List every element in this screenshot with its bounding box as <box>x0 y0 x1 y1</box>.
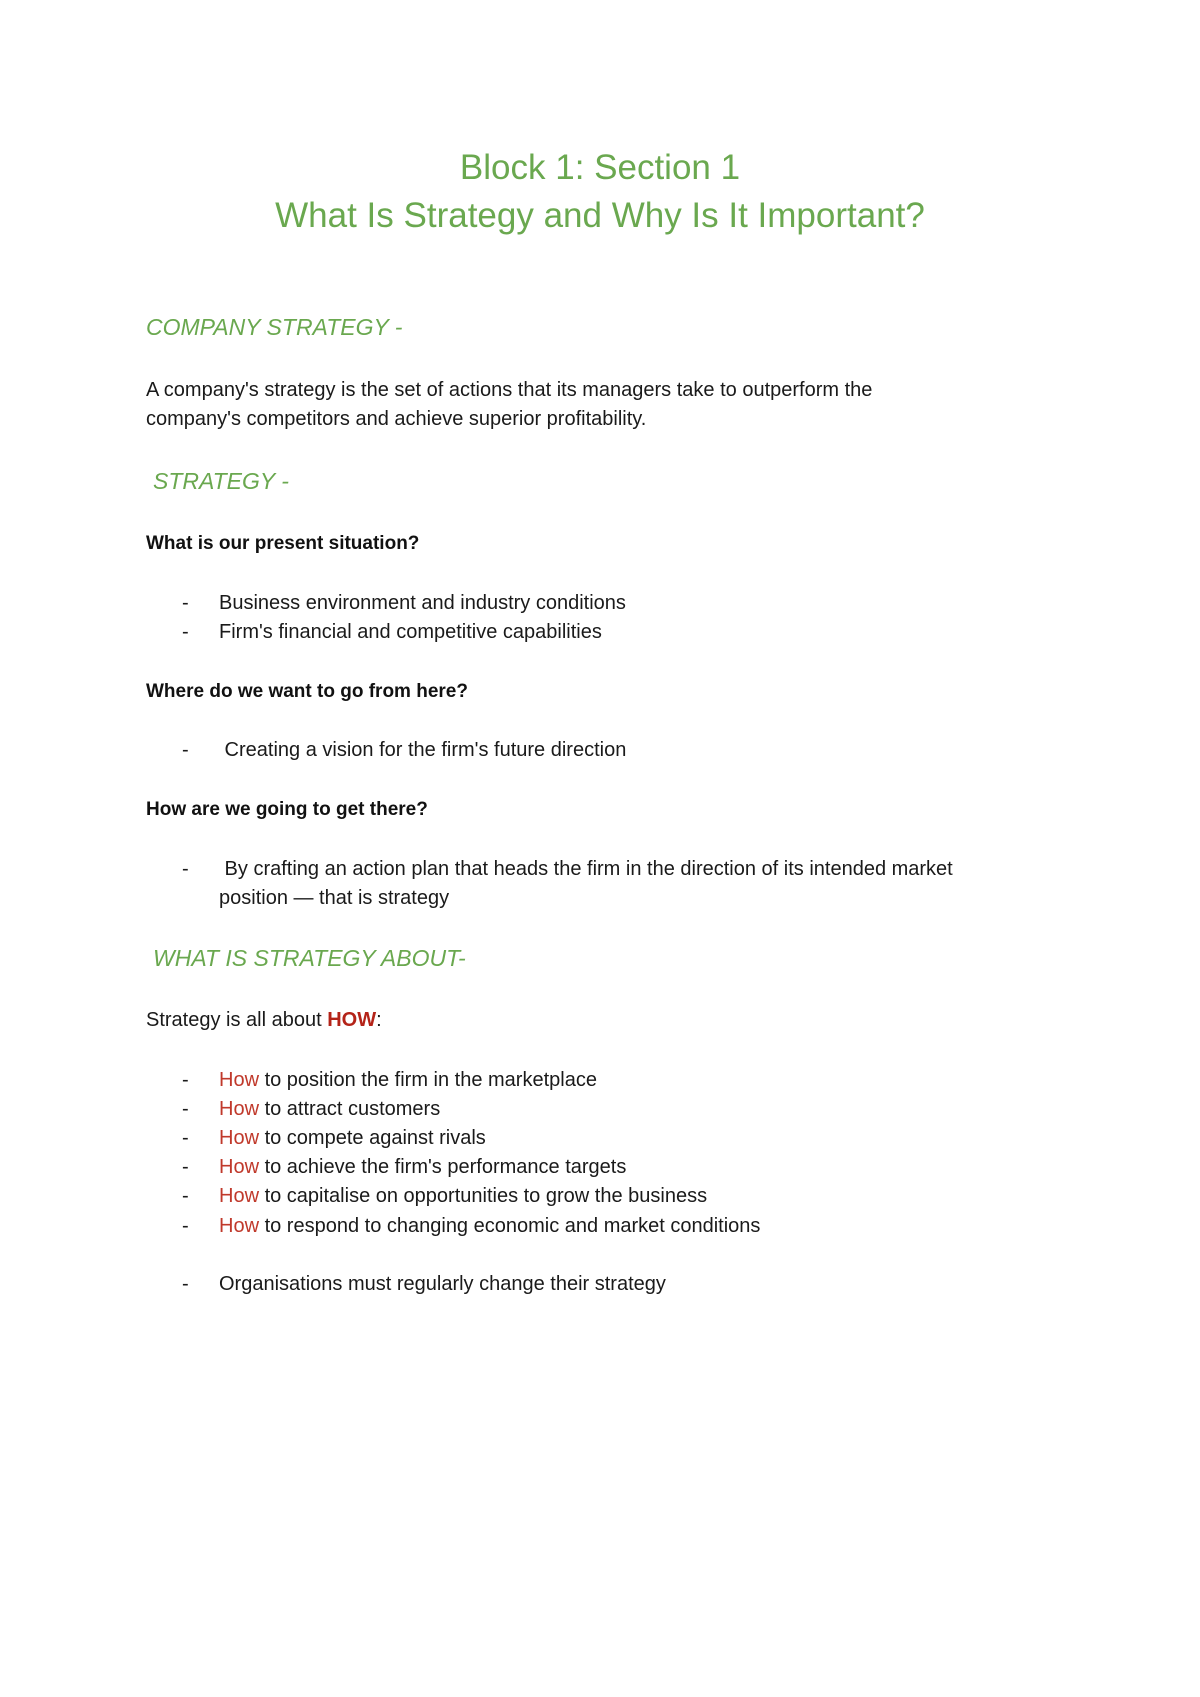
list-dash: - <box>182 1185 189 1207</box>
list-dash: - <box>182 1215 189 1237</box>
list-item-text: Creating a vision for the firm's future direction <box>219 739 627 761</box>
company-strategy-section <box>146 312 1066 342</box>
company-strategy-heading: COMPANY STRATEGY - <box>146 314 403 340</box>
list-item-text <box>219 1153 1079 1182</box>
how-word: How <box>219 1185 260 1207</box>
document-title-line2: What Is Strategy and Why Is It Important? <box>275 196 925 235</box>
list-dash: - <box>182 1156 189 1178</box>
how-word: How <box>219 1069 260 1091</box>
list-dash: - <box>182 621 189 643</box>
question-text: How are we going to get there? <box>146 799 428 820</box>
intro-prefix: Strategy is all about <box>146 1009 328 1031</box>
how-item-rest: to respond to changing economic and market conditions <box>259 1215 761 1237</box>
strategy-heading: STRATEGY - <box>153 468 289 494</box>
how-item-rest: to capitalise on opportunities to grow the business <box>259 1185 708 1207</box>
list-item-text <box>219 1182 1079 1211</box>
how-word: How <box>219 1098 260 1120</box>
strategy-section <box>153 466 1073 496</box>
question-where-to-go <box>146 677 1066 706</box>
list-dash: - <box>182 1098 189 1120</box>
question-present-situation <box>146 529 1066 558</box>
company-strategy-line1: A company's strategy is the set of actions that its managers take to outperform the <box>146 379 873 401</box>
company-strategy-paragraph <box>146 376 1066 434</box>
how-item-rest: to attract customers <box>259 1098 441 1120</box>
strategy-about-section <box>153 943 1073 973</box>
list-item-text: By crafting an action plan that heads the firm in the direction of its intended market <box>219 858 953 880</box>
strategy-about-heading: WHAT IS STRATEGY ABOUT- <box>153 945 466 971</box>
list-item-text <box>219 1095 1079 1124</box>
how-item-rest: to position the firm in the marketplace <box>259 1069 597 1091</box>
how-word: How <box>219 1156 260 1178</box>
list-item-text: Firm's financial and competitive capabilities <box>219 621 602 643</box>
list-dash: - <box>182 1273 189 1295</box>
how-word: How <box>219 1215 260 1237</box>
how-item-rest: to achieve the firm's performance targets <box>259 1156 627 1178</box>
how-item-rest: to compete against rivals <box>259 1127 486 1149</box>
list-item-text: Organisations must regularly change their strategy <box>219 1273 666 1295</box>
list-item-text <box>219 1066 1079 1095</box>
list-dash: - <box>182 739 189 761</box>
how-word: How <box>219 1127 260 1149</box>
list-dash: - <box>182 1127 189 1149</box>
document-title-line1: Block 1: Section 1 <box>459 148 741 187</box>
strategy-about-intro <box>146 1006 1066 1035</box>
intro-text <box>146 1006 1066 1035</box>
list-item-text: position — that is strategy <box>219 887 450 909</box>
company-strategy-line2: company's competitors and achieve superior profitability. <box>146 408 647 430</box>
list-item-text: Business environment and industry conditions <box>219 592 626 614</box>
intro-emphasis: HOW <box>327 1009 377 1031</box>
list-dash: - <box>182 858 189 880</box>
list-item-text <box>219 1212 1079 1241</box>
question-how-get-there <box>146 795 1066 824</box>
question-text: What is our present situation? <box>146 533 420 554</box>
list-item-text <box>219 1124 1079 1153</box>
list-dash: - <box>182 1069 189 1091</box>
list-dash: - <box>182 592 189 614</box>
intro-suffix: : <box>376 1009 382 1031</box>
question-text: Where do we want to go from here? <box>146 681 468 702</box>
